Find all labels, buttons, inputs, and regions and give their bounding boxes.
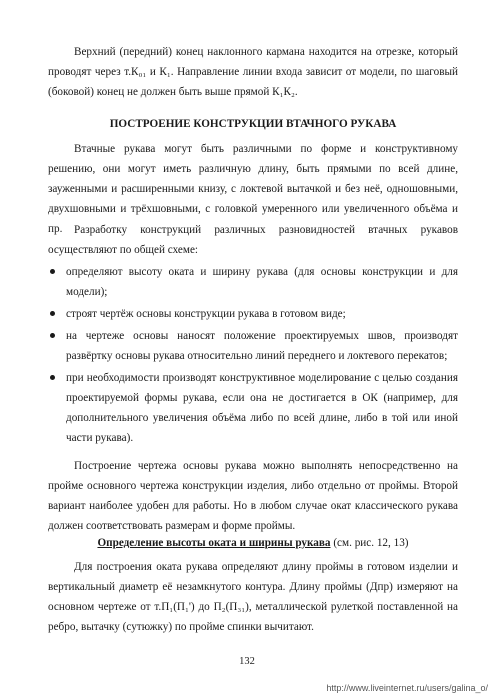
list-item: строят чертёж основы конструкции рукава в готовом виде;: [48, 304, 458, 324]
subsection-paragraph-1: Для построения оката рукава определяют длину проймы в готовом изделии и вертикальный диаметр её незамкнутого контура. Длину проймы (Дпр) измеряют на основном чертеже от т.П₁(П₁') до П₂(П₃₁), металлической рулеткой поставленной на ребро, вытачку (сутюжку) по пройме спинки вычитают.: [48, 561, 458, 633]
section-paragraph-3: Построение чертежа основы рукава можно выполнять непосредственно на пройме основного чертежа конструкции изделия, либо отдельно от проймы. Второй вариант наиболее удобен для работы. Но в любом случае окат классического рукава должен соответствовать размерам и форме проймы.: [48, 460, 458, 532]
bullet-icon: [50, 269, 55, 274]
watermark-url: http://www.liveinternet.ru/users/galina_o/: [326, 683, 488, 693]
bullet-icon: [50, 375, 55, 380]
bullet-icon: [50, 333, 55, 338]
list-item: на чертеже основы наносят положение проектируемых швов, производят развёртку основы рукава относительно линий переднего и локтевого перекатов;: [48, 326, 458, 366]
section-paragraph-2: Разработку конструкций различных разновидностей втачных рукавов осуществляют по общей схеме:: [48, 224, 458, 256]
figure-reference: (см. рис. 12, 13): [330, 537, 409, 549]
construction-steps-list: [48, 262, 458, 450]
intro-paragraph: Верхний (передний) конец наклонного кармана находится на отрезке, который проводят через т.К₀₁ и К₁. Направление линии входа зависит от модели, по шаговый (боковой) конец не должен быть выше прямой К₁К₂.: [48, 46, 458, 98]
list-item: при необходимости производят конструктивное моделирование с целью создания проектируемой формы рукава, если она не достигается в ОК (например, для дополнительного увеличения объёма либо по всей длине, либо в той или иной части рукава).: [48, 368, 458, 448]
subsection-title-line: [48, 533, 458, 553]
bullet-icon: [50, 311, 55, 316]
subsection-title: Определение высоты оката и ширины рукава: [97, 537, 331, 549]
page-number: 132: [239, 656, 255, 667]
list-item: определяют высоту оката и ширину рукава (для основы конструкции и для модели);: [48, 262, 458, 302]
section-title: ПОСТРОЕНИЕ КОНСТРУКЦИИ ВТАЧНОГО РУКАВА: [109, 118, 397, 130]
section-paragraph-1: Втачные рукава могут быть различными по форме и конструктивному решению, они могут иметь различную длину, быть прямыми по всей длине, зауженными и расширенными книзу, с локтевой вытачкой и без неё, одношовными, двухшовными и трёхшовными, с головкой умеренного или увеличенного объёма и пр.: [48, 143, 458, 235]
